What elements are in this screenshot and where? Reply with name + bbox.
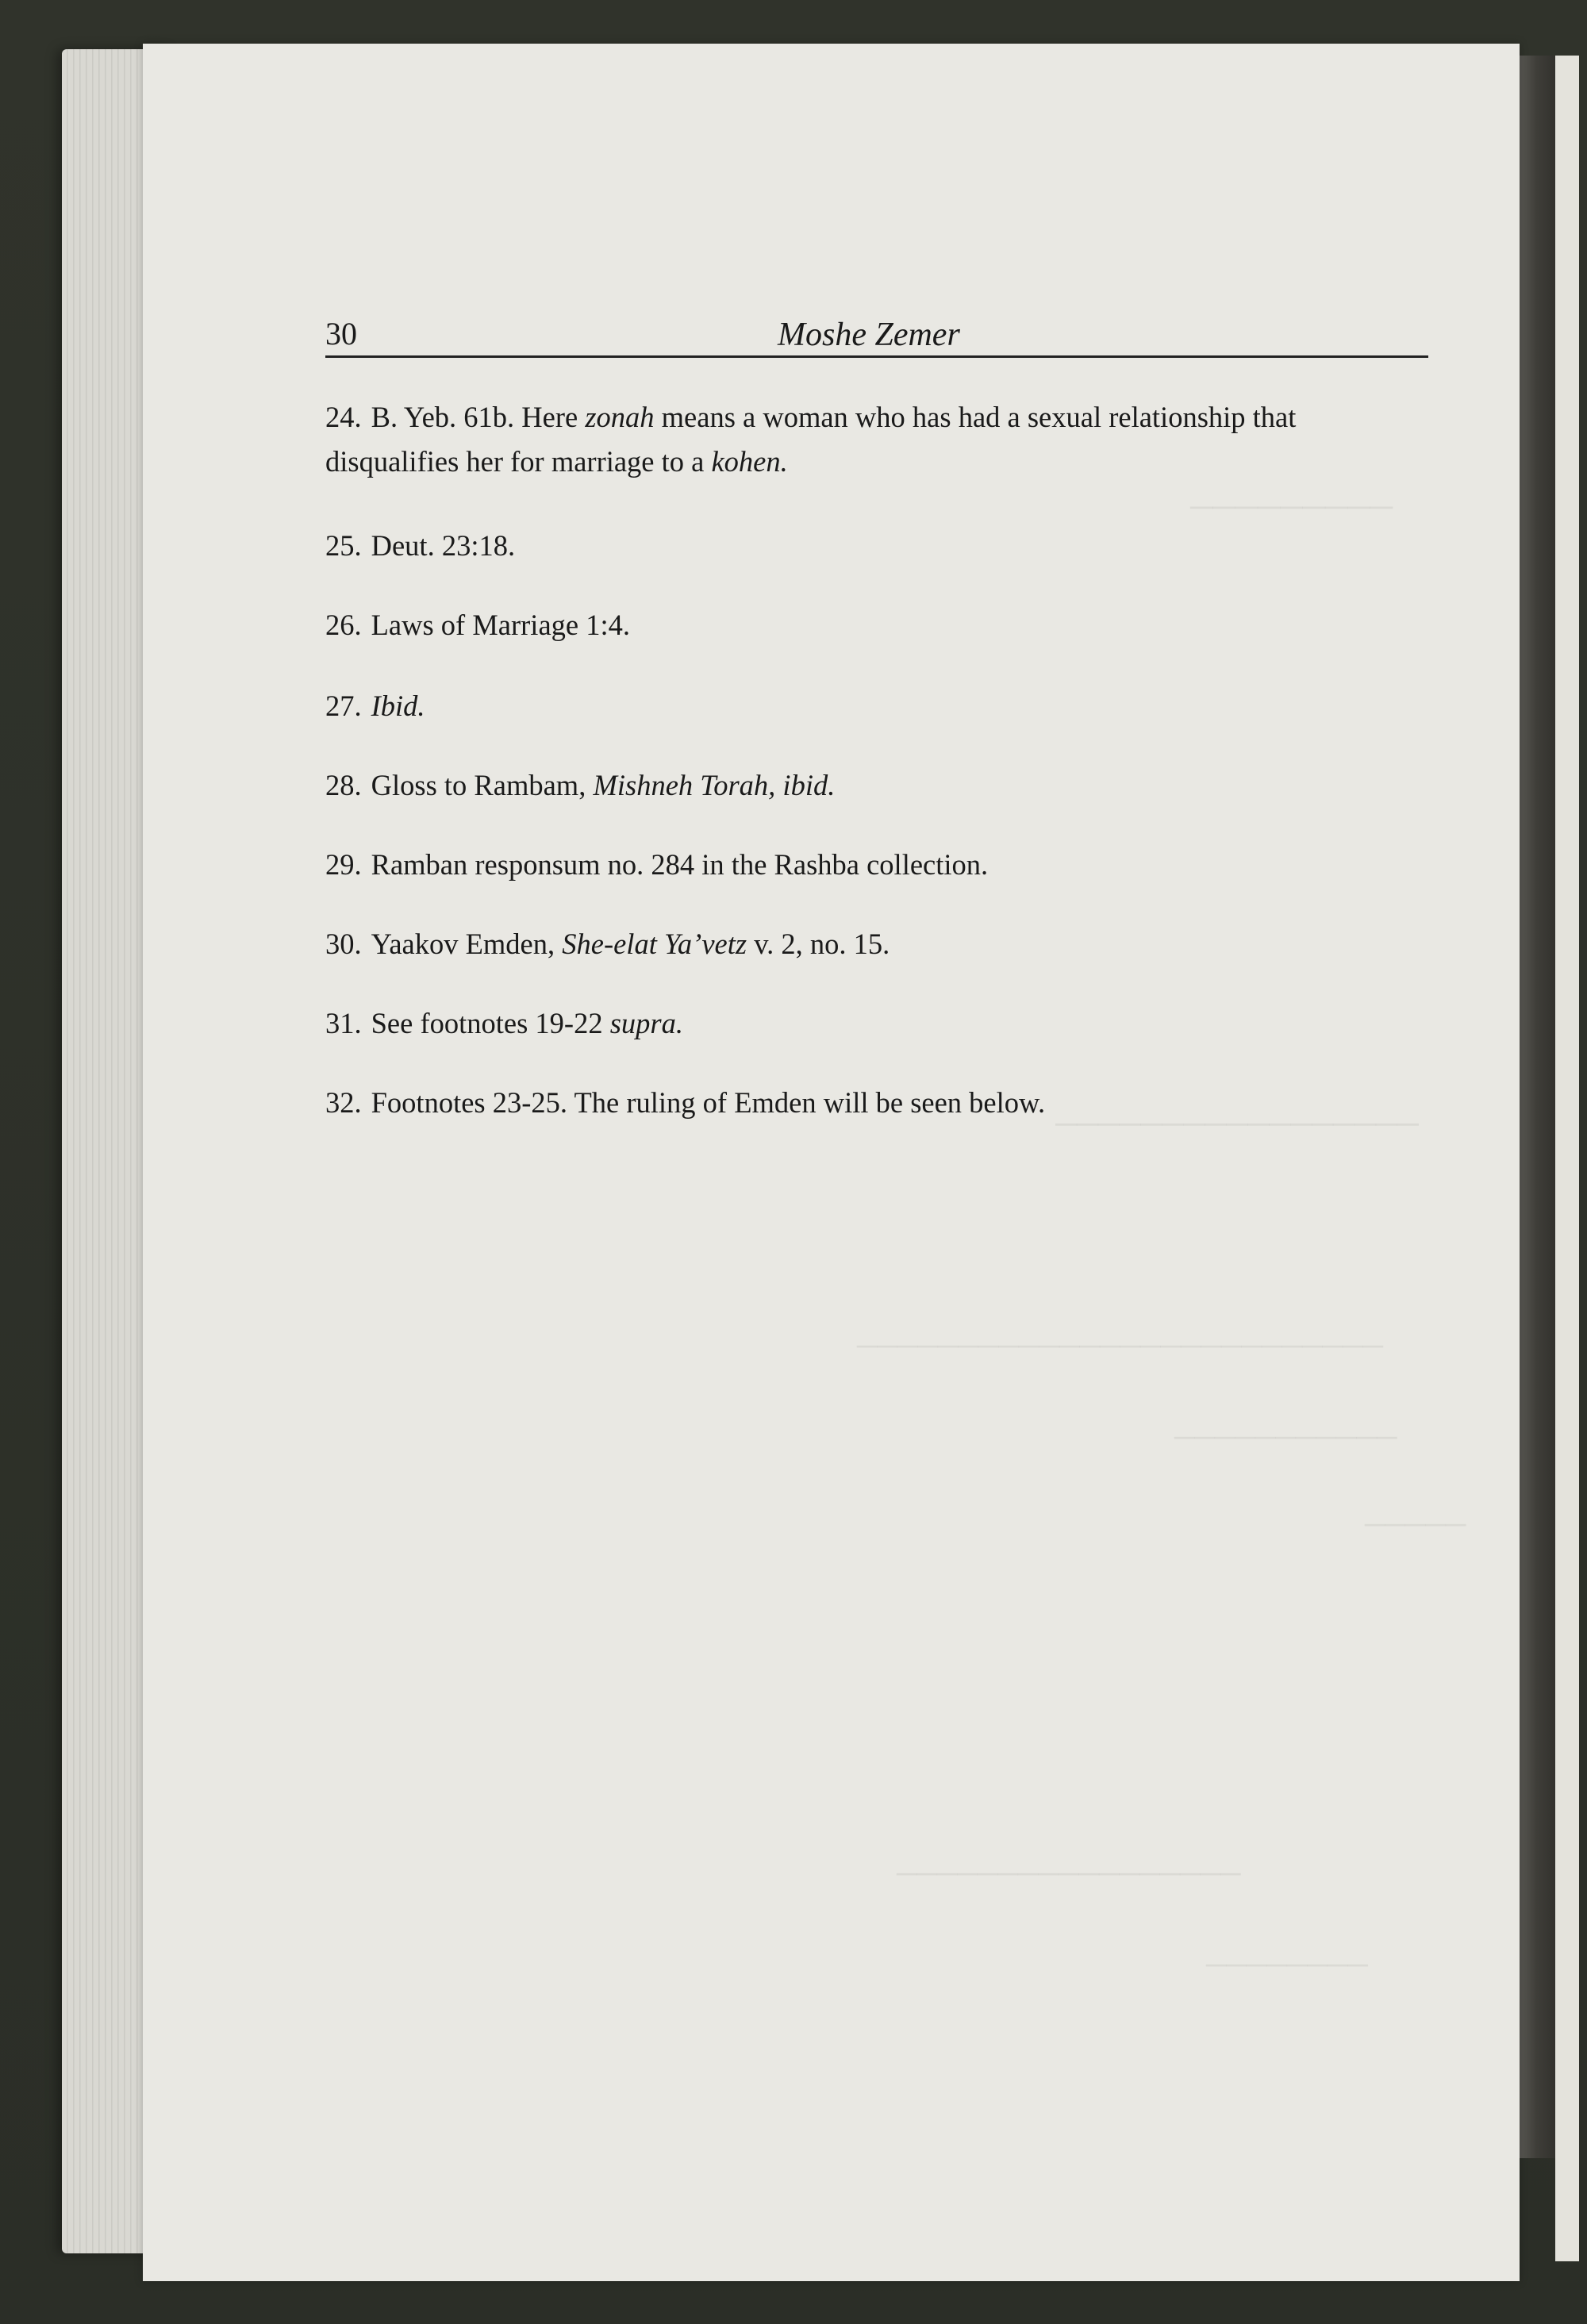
footnote-text: Deut. 23:18. — [371, 529, 516, 562]
running-header — [325, 309, 1428, 358]
footnote-31 — [325, 1001, 1428, 1046]
running-head-author: Moshe Zemer — [778, 317, 960, 353]
footnote-text: means a woman who has had a sexual relationship that disqualifies her for marriage to a — [325, 401, 1297, 478]
footnote-32 — [325, 1081, 1428, 1125]
footnote-number: 29. — [325, 848, 362, 881]
footnote-text: Laws of Marriage 1:4. — [371, 609, 630, 641]
footnote-number: 31. — [325, 1007, 362, 1039]
footnote-27 — [325, 684, 1428, 728]
footnote-text: B. Yeb. 61b. Here — [371, 401, 586, 433]
book-page — [143, 44, 1520, 2281]
footnote-number: 25. — [325, 529, 362, 562]
footnote-24 — [325, 395, 1428, 484]
footnote-number: 32. — [325, 1086, 362, 1119]
footnote-number: 27. — [325, 690, 362, 722]
footnote-text: Gloss to Rambam, — [371, 769, 594, 801]
footnote-text: v. 2, no. 15. — [747, 928, 890, 960]
footnote-text-italic: kohen. — [711, 445, 788, 478]
footnote-text-italic: Mishneh Torah, ibid. — [593, 769, 836, 801]
footnote-number: 28. — [325, 769, 362, 801]
footnote-text: Footnotes 23-25. The ruling of Emden will be seen below. — [371, 1086, 1046, 1119]
bleed-through-text: ───────── ───────────────── ────────────────────────── ─────────── ───── ───────────────── ──────── — [857, 489, 1466, 1980]
footnote-text-italic: She-elat Ya’vetz — [562, 928, 747, 960]
footnote-text: Ramban responsum no. 284 in the Rashba collection. — [371, 848, 989, 881]
footnote-text-italic: Ibid. — [371, 690, 425, 722]
footnote-number: 30. — [325, 928, 362, 960]
footnote-30 — [325, 922, 1428, 966]
footnote-26 — [325, 603, 1428, 647]
page-number: 30 — [325, 316, 357, 351]
footnote-28 — [325, 763, 1428, 808]
footnote-text-italic: supra. — [609, 1007, 683, 1039]
footnote-number: 26. — [325, 609, 362, 641]
footnote-text: Yaakov Emden, — [371, 928, 563, 960]
footnote-text: See footnotes 19-22 — [371, 1007, 610, 1039]
footnote-text-italic: zonah — [585, 401, 655, 433]
footnote-29 — [325, 843, 1428, 887]
footnote-number: 24. — [325, 401, 362, 433]
footnote-25 — [325, 524, 1428, 568]
right-page-edge — [1555, 56, 1579, 2261]
page-content — [325, 309, 1428, 1119]
